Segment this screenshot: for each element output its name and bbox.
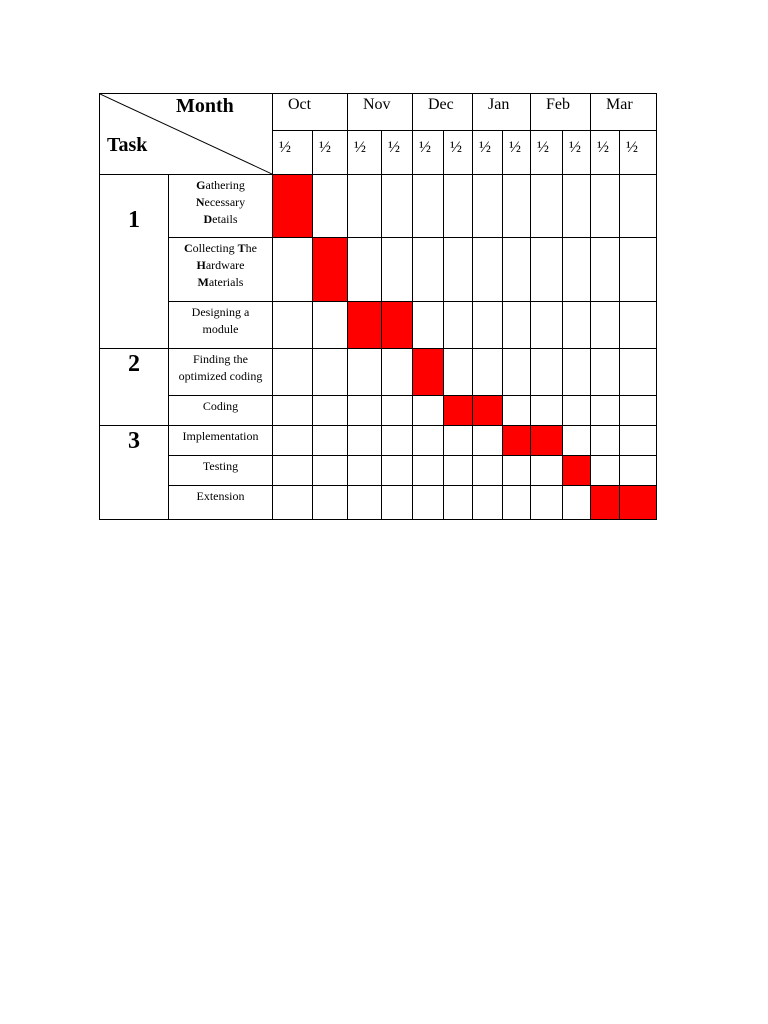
schedule-cell — [382, 426, 413, 456]
half-month-cell: ½ — [531, 131, 563, 175]
task-name-line: Finding the — [192, 352, 248, 366]
schedule-cell — [591, 349, 620, 396]
half-month-cell: ½ — [273, 131, 313, 175]
task-name — [169, 302, 273, 349]
schedule-cell — [273, 238, 313, 302]
task-name-line: Hardware — [196, 258, 245, 272]
task-name-line: Details — [203, 212, 238, 226]
task-row — [100, 349, 657, 396]
schedule-cell-filled — [273, 175, 313, 238]
schedule-cell — [473, 302, 503, 349]
schedule-cell — [620, 396, 657, 426]
schedule-cell — [591, 238, 620, 302]
schedule-cell — [382, 238, 413, 302]
schedule-cell — [563, 396, 591, 426]
schedule-cell — [382, 349, 413, 396]
schedule-cell — [563, 349, 591, 396]
schedule-cell — [273, 396, 313, 426]
task-row — [100, 456, 657, 486]
schedule-cell — [620, 349, 657, 396]
schedule-cell — [444, 486, 473, 520]
schedule-cell-filled — [348, 302, 382, 349]
half-month-cell: ½ — [348, 131, 382, 175]
schedule-cell — [348, 349, 382, 396]
schedule-cell — [413, 456, 444, 486]
month-label: Month — [176, 95, 234, 117]
schedule-cell — [273, 426, 313, 456]
schedule-cell — [444, 175, 473, 238]
schedule-cell — [413, 396, 444, 426]
schedule-cell — [313, 426, 348, 456]
task-name — [169, 456, 273, 486]
schedule-cell — [563, 302, 591, 349]
schedule-cell — [531, 302, 563, 349]
task-name-line: Materials — [197, 275, 244, 289]
schedule-cell — [591, 426, 620, 456]
schedule-cell — [382, 486, 413, 520]
schedule-cell — [413, 175, 444, 238]
schedule-cell-filled — [591, 486, 620, 520]
schedule-cell — [591, 396, 620, 426]
header-corner — [100, 94, 273, 175]
schedule-cell — [591, 456, 620, 486]
month-dec: Dec — [413, 94, 473, 131]
schedule-cell — [273, 349, 313, 396]
task-name — [169, 238, 273, 302]
schedule-cell — [531, 486, 563, 520]
schedule-cell — [591, 175, 620, 238]
group-number: 1 — [100, 175, 169, 349]
schedule-cell — [503, 175, 531, 238]
month-mar: Mar — [591, 94, 657, 131]
schedule-cell — [503, 349, 531, 396]
month-nov: Nov — [348, 94, 413, 131]
task-name — [169, 349, 273, 396]
schedule-cell — [444, 426, 473, 456]
schedule-cell — [531, 349, 563, 396]
schedule-cell — [591, 302, 620, 349]
schedule-cell-filled — [563, 456, 591, 486]
task-name-line: Extension — [196, 489, 245, 503]
task-name-line: Testing — [202, 459, 239, 473]
schedule-cell — [531, 456, 563, 486]
half-month-cell: ½ — [313, 131, 348, 175]
month-header-row — [100, 94, 657, 131]
schedule-cell-filled — [473, 396, 503, 426]
schedule-cell — [473, 175, 503, 238]
month-oct: Oct — [273, 94, 348, 131]
schedule-cell — [563, 238, 591, 302]
month-jan: Jan — [473, 94, 531, 131]
schedule-cell — [382, 175, 413, 238]
schedule-cell — [620, 238, 657, 302]
schedule-cell — [503, 486, 531, 520]
group-number: 3 — [100, 426, 169, 520]
schedule-cell — [348, 426, 382, 456]
schedule-cell — [531, 396, 563, 426]
schedule-cell — [444, 238, 473, 302]
schedule-cell — [313, 396, 348, 426]
schedule-cell — [413, 238, 444, 302]
schedule-cell — [348, 396, 382, 426]
schedule-cell — [313, 175, 348, 238]
task-name — [169, 426, 273, 456]
schedule-cell — [382, 456, 413, 486]
schedule-cell — [348, 456, 382, 486]
schedule-cell — [313, 456, 348, 486]
schedule-cell — [620, 426, 657, 456]
schedule-cell — [313, 349, 348, 396]
schedule-cell — [473, 486, 503, 520]
schedule-cell — [620, 302, 657, 349]
schedule-cell-filled — [382, 302, 413, 349]
schedule-cell — [503, 302, 531, 349]
schedule-cell — [473, 238, 503, 302]
schedule-cell-filled — [313, 238, 348, 302]
half-month-cell: ½ — [444, 131, 473, 175]
schedule-cell — [273, 456, 313, 486]
task-name-line: Gathering — [196, 178, 245, 192]
schedule-cell — [503, 456, 531, 486]
schedule-cell — [348, 175, 382, 238]
schedule-cell — [273, 302, 313, 349]
task-name-line: Implementation — [182, 429, 259, 443]
task-name-line: optimized coding — [178, 369, 263, 383]
schedule-cell-filled — [413, 349, 444, 396]
task-name — [169, 486, 273, 520]
half-month-cell: ½ — [503, 131, 531, 175]
schedule-cell-filled — [503, 426, 531, 456]
group-number: 2 — [100, 349, 169, 426]
schedule-cell — [503, 238, 531, 302]
task-row — [100, 238, 657, 302]
task-name-line: Coding — [202, 399, 239, 413]
task-label: Task — [107, 134, 148, 156]
schedule-cell — [563, 426, 591, 456]
half-month-cell: ½ — [563, 131, 591, 175]
task-row — [100, 302, 657, 349]
half-month-cell: ½ — [473, 131, 503, 175]
half-month-cell: ½ — [413, 131, 444, 175]
schedule-cell — [382, 396, 413, 426]
half-month-cell: ½ — [591, 131, 620, 175]
task-row — [100, 486, 657, 520]
task-name — [169, 175, 273, 238]
schedule-cell — [531, 238, 563, 302]
schedule-cell — [473, 426, 503, 456]
schedule-cell — [313, 486, 348, 520]
schedule-cell — [531, 175, 563, 238]
schedule-cell — [563, 486, 591, 520]
task-row — [100, 175, 657, 238]
schedule-cell — [620, 456, 657, 486]
task-row — [100, 426, 657, 456]
schedule-cell — [413, 486, 444, 520]
schedule-cell — [620, 175, 657, 238]
task-name-line: Designing a — [191, 305, 250, 319]
task-name — [169, 396, 273, 426]
schedule-cell — [413, 426, 444, 456]
month-feb: Feb — [531, 94, 591, 131]
half-month-cell: ½ — [382, 131, 413, 175]
schedule-cell — [313, 302, 348, 349]
schedule-cell — [563, 175, 591, 238]
schedule-cell — [444, 456, 473, 486]
schedule-cell — [503, 396, 531, 426]
gantt-table — [99, 93, 657, 520]
schedule-cell — [348, 486, 382, 520]
half-month-cell: ½ — [620, 131, 657, 175]
schedule-cell — [413, 302, 444, 349]
task-row — [100, 396, 657, 426]
schedule-cell-filled — [444, 396, 473, 426]
schedule-cell-filled — [620, 486, 657, 520]
schedule-cell — [473, 456, 503, 486]
schedule-cell — [348, 238, 382, 302]
schedule-cell-filled — [531, 426, 563, 456]
task-name-line: Necessary — [195, 195, 246, 209]
schedule-cell — [444, 302, 473, 349]
task-name-line: Collecting The — [183, 241, 257, 255]
schedule-cell — [473, 349, 503, 396]
task-name-line: module — [202, 322, 239, 336]
schedule-cell — [273, 486, 313, 520]
schedule-cell — [444, 349, 473, 396]
